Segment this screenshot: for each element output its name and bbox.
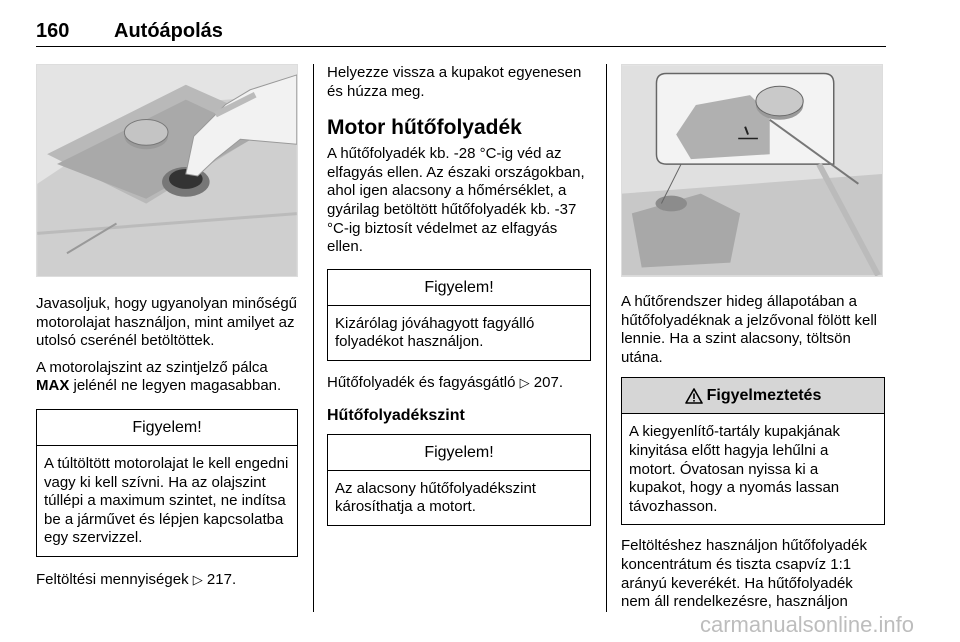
page-title: Autóápolás: [114, 20, 223, 42]
page-ref-icon: ▷: [192, 571, 203, 587]
oil-level-text: [36, 359, 298, 396]
warning-body: A kiegyenlítő-tartály kupakjának kinyitása előtt hagyja lehűlni a motort. Óvatosan nyissa ki a kupakot, hogy a nyomás lassan távozhasson.: [629, 423, 840, 515]
capacity-ref-page: 217.: [206, 570, 237, 588]
oil-quality-text: Javasoljuk, hogy ugyanolyan minőségű motorolajat használjon, mint amilyet az utolsó cserénél betöltöttek.: [36, 295, 297, 350]
notice-title: Figyelem!: [328, 270, 590, 306]
max-mark: MAX: [36, 377, 70, 395]
low-coolant-notice: [327, 434, 591, 526]
coolant-level-subheading: Hűtőfolyadékszint: [327, 406, 465, 424]
antifreeze-reference: [327, 374, 591, 393]
coolant-protection-text: A hűtőfolyadék kb. -28 °C-ig véd az elfagyás ellen. Az északi országokban, ahol igen alacsony a hőmérséklet, a gyárilag betöltött hűtőfolyadék kb. -37 °C-ig biztosít védelmet az elfagyás ellen.: [327, 145, 585, 256]
page-number: 160: [36, 20, 70, 42]
ref-text: Hűtőfolyadék és fagyásgátló: [327, 373, 520, 391]
capacity-reference: [36, 571, 298, 590]
column-3: [621, 64, 885, 612]
hot-cap-warning: [621, 377, 885, 525]
ref-page: 207.: [533, 373, 563, 391]
notice-title: Figyelem!: [328, 435, 590, 471]
warning-title: Figyelmeztetés: [706, 387, 822, 405]
column-divider: [606, 64, 607, 612]
notice-body: Az alacsony hűtőfolyadékszint károsíthatja a motort.: [335, 479, 536, 516]
warning-title-row: [622, 378, 884, 414]
notice-body: Kizárólag jóváhagyott fagyálló folyadékot használjon.: [335, 314, 535, 351]
engine-oil-filling-photo: [36, 64, 298, 277]
warning-triangle-icon: [685, 388, 703, 404]
oil-level-text-post: jelénél ne legyen magasabban.: [69, 377, 282, 395]
oil-level-text-pre: A motorolajszint az szintjelző pálca: [36, 358, 268, 376]
column-1: [36, 64, 298, 590]
column-divider: [313, 64, 314, 612]
cap-refit-text: Helyezze vissza a kupakot egyenesen és húzza meg.: [327, 64, 582, 100]
watermark: carmanualsonline.info: [699, 612, 914, 637]
column-2: [327, 64, 591, 526]
antifreeze-notice: [327, 269, 591, 361]
capacity-text: Feltöltési mennyiségek: [36, 570, 193, 588]
coolant-reservoir-photo: [621, 64, 883, 277]
coolant-mix-text: Feltöltéshez használjon hűtőfolyadék koncentrátum és tiszta csapvíz 1:1 arányú keverékét. Ha hűtőfolyadék nem áll rendelkezésre, használjon: [621, 537, 867, 611]
coolant-level-text: A hűtőrendszer hideg állapotában a hűtőfolyadéknak a jelzővonal fölött kell lennie. Ha a szint alacsony, töltsön utána.: [621, 293, 877, 366]
page-header: [36, 18, 886, 47]
oil-overfill-notice: [36, 409, 298, 557]
notice-body: A túltöltött motorolajat le kell engedni vagy ki kell szívni. Ha az olajszint túllépi a maximum szintet, ne indítsa be a járművet és lépjen kapcsolatba egy szervizzel.: [44, 454, 289, 547]
coolant-heading: Motor hűtőfolyadék: [327, 116, 522, 140]
page-ref-icon: ▷: [519, 374, 530, 390]
notice-title: Figyelem!: [37, 410, 297, 446]
